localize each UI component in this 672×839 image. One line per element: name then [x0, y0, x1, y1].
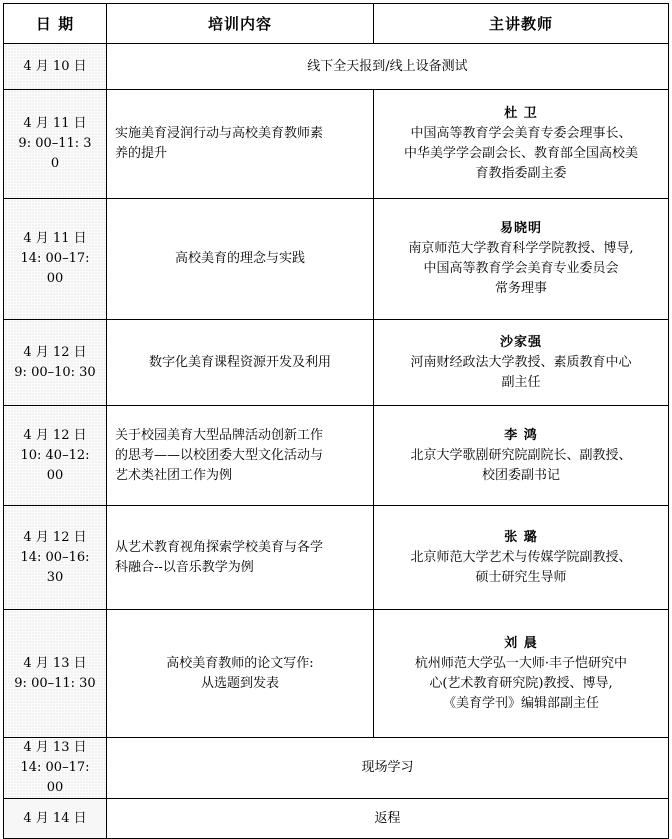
- date-cell: 4 月 12 日 10: 40–12: 00: [4, 406, 107, 506]
- content-cell: 线下全天报到/线上设备测试: [107, 44, 669, 90]
- table-row: [4, 406, 669, 506]
- table-row: [4, 199, 669, 320]
- teacher-name: 沙家强: [499, 334, 542, 350]
- header-teacher: 主讲教师: [374, 4, 669, 44]
- schedule-table: [3, 3, 669, 839]
- header-date: 日 期: [4, 4, 107, 44]
- teacher-name: 李 鸿: [504, 427, 538, 443]
- table-row: [4, 90, 669, 199]
- date-cell: 4 月 12 日 14: 00–16: 30: [4, 506, 107, 610]
- table-row: [4, 738, 669, 799]
- teacher-name: 刘 晨: [504, 635, 538, 651]
- date-cell: 4 月 11 日 9: 00–11: 3 0: [4, 90, 107, 199]
- table-row: [4, 44, 669, 90]
- header-content: 培训内容: [107, 4, 374, 44]
- teacher-cell: 张 璐 北京师范大学艺术与传媒学院副教授、 硕士研究生导师: [374, 506, 669, 610]
- content-cell: 关于校园美育大型品牌活动创新工作 的思考——以校团委大型文化活动与 艺术类社团工作为例: [107, 406, 374, 506]
- teacher-name: 张 璐: [504, 529, 538, 545]
- content-cell: 从艺术教育视角探索学校美育与各学 科融合--以音乐教学为例: [107, 506, 374, 610]
- teacher-cell: 易晓明 南京师范大学教育科学学院教授、博导, 中国高等教育学会美育专业委员会 常务理事: [374, 199, 669, 320]
- table-row: [4, 506, 669, 610]
- table-row: [4, 320, 669, 406]
- date-cell: 4 月 11 日 14: 00–17: 00: [4, 199, 107, 320]
- date-cell: 4 月 13 日 14: 00–17: 00: [4, 738, 107, 799]
- content-cell: 高校美育教师的论文写作: 从选题到发表: [107, 610, 374, 738]
- teacher-name: 易晓明: [499, 221, 542, 236]
- content-cell: 数字化美育课程资源开发及利用: [107, 320, 374, 406]
- teacher-cell: 刘 晨 杭州师范大学弘一大师·丰子恺研究中 心(艺术教育研究院)教授、博导, 《美育学刊》编辑部副主任: [374, 610, 669, 738]
- teacher-name: 杜 卫: [504, 106, 538, 121]
- teacher-cell: 沙家强 河南财经政法大学教授、素质教育中心 副主任: [374, 320, 669, 406]
- header-row: [4, 4, 669, 44]
- date-cell: 4 月 10 日: [4, 44, 107, 90]
- date-cell: 4 月 12 日 9: 00–10: 30: [4, 320, 107, 406]
- date-cell: 4 月 13 日 9: 00–11: 30: [4, 610, 107, 738]
- teacher-cell: 杜 卫 中国高等教育学会美育专委会理事长、 中华美学学会副会长、教育部全国高校美 育教指委副主委: [374, 90, 669, 199]
- content-cell: 现场学习: [107, 738, 669, 799]
- table-row: [4, 799, 669, 839]
- date-cell: 4 月 14 日: [4, 799, 107, 839]
- teacher-cell: 李 鸿 北京大学歌剧研究院副院长、副教授、 校团委副书记: [374, 406, 669, 506]
- table-row: [4, 610, 669, 738]
- content-cell: 实施美育浸润行动与高校美育教师素 养的提升: [107, 90, 374, 199]
- content-cell: 返程: [107, 799, 669, 839]
- content-cell: 高校美育的理念与实践: [107, 199, 374, 320]
